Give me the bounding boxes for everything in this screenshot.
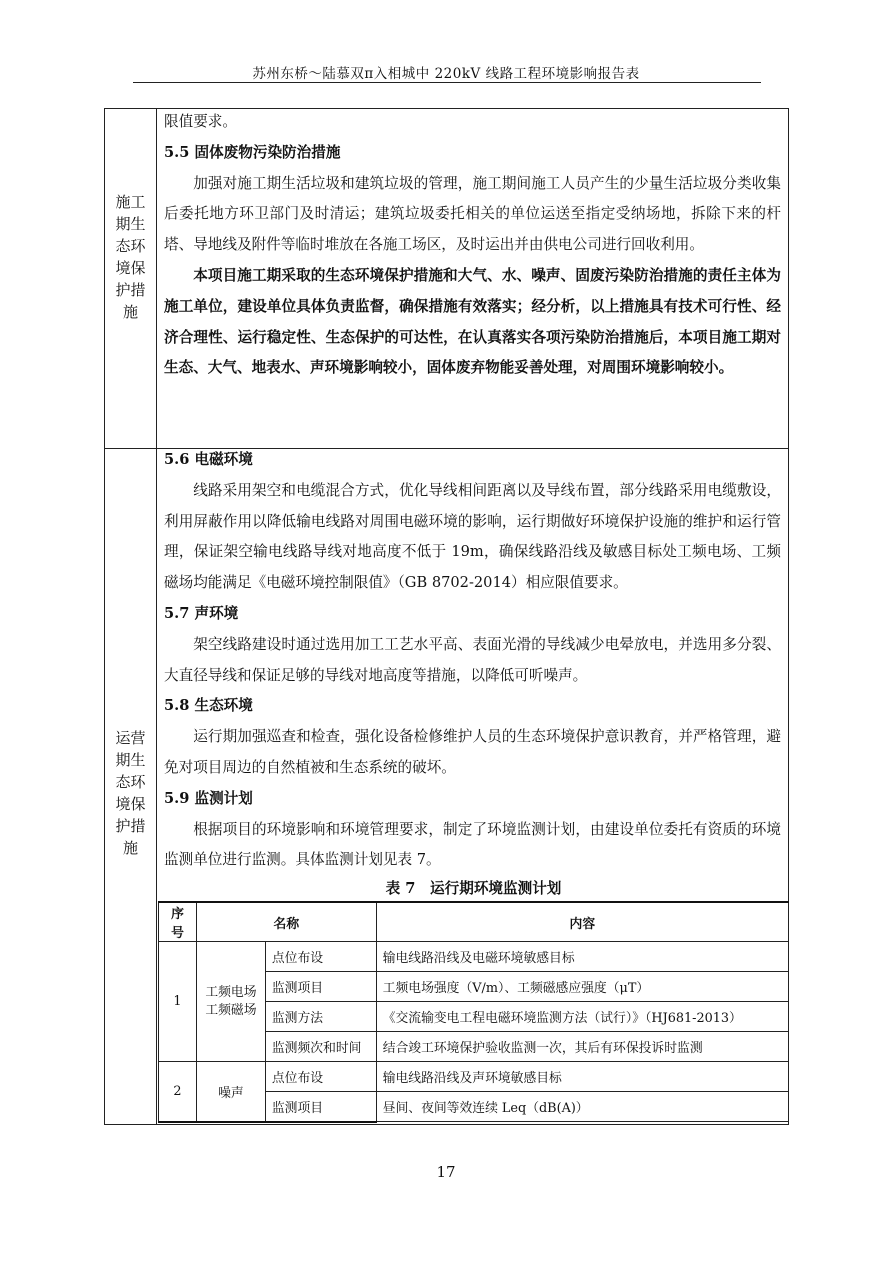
continuation-text: 限值要求。 — [164, 113, 237, 130]
content-cell: 结合竣工环境保护验收监测一次，其后有环保投诉时监测 — [376, 1032, 788, 1062]
item-cell: 点位布设 — [265, 1062, 376, 1092]
noise-paragraph: 架空线路建设时通过选用加工工艺水平高、表面光滑的导线减少电晕放电，并选用多分裂、大直径导线和保证足够的导线对地高度等措施，以降低可听噪声。 — [164, 635, 781, 684]
side-label-line: 施 — [122, 839, 138, 857]
summary-paragraph: 本项目施工期采取的生态环境保护措施和大气、水、噪声、固废污染防治措施的责任主体为施工单位，建设单位具体负责监督，确保措施有效落实；经分析，以上措施具有技术可行性、经济合理性、运行稳定性、生态保护的可达性，在认真落实各项污染防治措施后，本项目施工期对生态、大气、地表水、声环境影响较小，固体废弃物能妥善处理，对周围环境影响较小。 — [164, 266, 781, 377]
heading-5-7: 5.7 声环境 — [164, 604, 239, 622]
item-cell: 监测频次和时间 — [265, 1032, 376, 1062]
content-cell: 《交流输变电工程电磁环境监测方法（试行）》（HJ681-2013） — [376, 1002, 788, 1032]
group-2-name: 噪声 — [196, 1062, 265, 1122]
item-cell: 监测项目 — [265, 972, 376, 1002]
side-label-line: 施 — [122, 303, 138, 321]
item-cell: 监测项目 — [265, 1092, 376, 1122]
em-paragraph: 线路采用架空和电缆混合方式，优化导线相间距离以及导线布置，部分线路采用电缆敷设，利用屏蔽作用以降低输电线路对周围电磁环境的影响，运行期做好环境保护设施的维护和运行管理，保证架空输电线路导线对地高度不低于 19m，确保线路沿线及敏感目标处工频电场、工频磁场均能满足《电磁环境控制限值》（GB 8702-2014）相应限值要求。 — [164, 481, 781, 592]
solid-waste-paragraph: 加强对施工期生活垃圾和建筑垃圾的管理，施工期间施工人员产生的少量生活垃圾分类收集后委托地方环卫部门及时清运；建筑垃圾委托相关的单位运送至指定受纳场地，拆除下来的杆塔、导地线及附件等临时堆放在各施工场区，及时运出并由供电公司进行回收利用。 — [164, 174, 781, 254]
side-label-line: 运营 — [115, 729, 146, 747]
header-rule — [133, 82, 761, 83]
side-label-line: 态环 — [115, 237, 146, 255]
side-label-line: 态环 — [115, 773, 146, 791]
group-1-name-line: 工频磁场 — [205, 1002, 257, 1018]
heading-5-8: 5.8 生态环境 — [164, 697, 253, 715]
group-1-name-line: 工频电场 — [205, 984, 257, 1000]
heading-5-5: 5.5 固体废物污染防治措施 — [164, 143, 341, 161]
ecology-paragraph: 运行期加强巡查和检查，强化设备检修维护人员的生态环境保护意识教育，并严格管理，避免对项目周边的自然植被和生态系统的破坏。 — [164, 728, 781, 776]
table-row — [159, 942, 789, 972]
side-label-line: 护措 — [115, 281, 146, 299]
group-1-name — [196, 942, 265, 1062]
content-cell: 输电线路沿线及电磁环境敏感目标 — [376, 942, 788, 972]
heading-5-6: 5.6 电磁环境 — [164, 451, 253, 468]
side-label-line: 施工 — [115, 193, 146, 211]
side-label-line: 境保 — [115, 259, 146, 277]
content-cell: 输电线路沿线及声环境敏感目标 — [376, 1062, 788, 1092]
table-row — [159, 1062, 789, 1092]
measures-table — [104, 108, 789, 1125]
header-content: 内容 — [376, 902, 788, 942]
page-number: 17 — [436, 1163, 456, 1181]
side-label-line: 期生 — [115, 751, 146, 769]
side-label-line: 护措 — [115, 817, 146, 835]
group-2-no: 2 — [159, 1062, 197, 1122]
monitoring-paragraph: 根据项目的环境影响和环境管理要求，制定了环境监测计划，由建设单位委托有资质的环境监测单位进行监测。具体监测计划见表 7。 — [164, 820, 781, 869]
monitoring-plan-table — [158, 901, 789, 1123]
table-7-title: 表 7 运行期环境监测计划 — [385, 880, 562, 897]
content-cell: 工频电场强度（V/m）、工频磁感应强度（μT） — [376, 972, 788, 1002]
construction-side-label — [105, 191, 156, 323]
header-name: 名称 — [196, 902, 376, 942]
group-1-no: 1 — [159, 942, 197, 1062]
side-label-line: 境保 — [115, 795, 146, 813]
construction-content — [164, 107, 781, 384]
item-cell: 点位布设 — [265, 942, 376, 972]
header-no: 序号 — [159, 902, 197, 942]
document-header: 苏州东桥～陆慕双π入相城中 220kV 线路工程环境影响报告表 — [252, 66, 640, 82]
item-cell: 监测方法 — [265, 1002, 376, 1032]
content-cell: 昼间、夜间等效连续 Leq（dB(A)） — [376, 1092, 788, 1122]
table-header-row — [159, 902, 789, 942]
operation-side-label — [105, 727, 156, 859]
operation-content — [164, 445, 781, 876]
column-divider — [156, 109, 157, 1124]
side-label-line: 期生 — [115, 215, 146, 233]
heading-5-9: 5.9 监测计划 — [164, 789, 253, 807]
